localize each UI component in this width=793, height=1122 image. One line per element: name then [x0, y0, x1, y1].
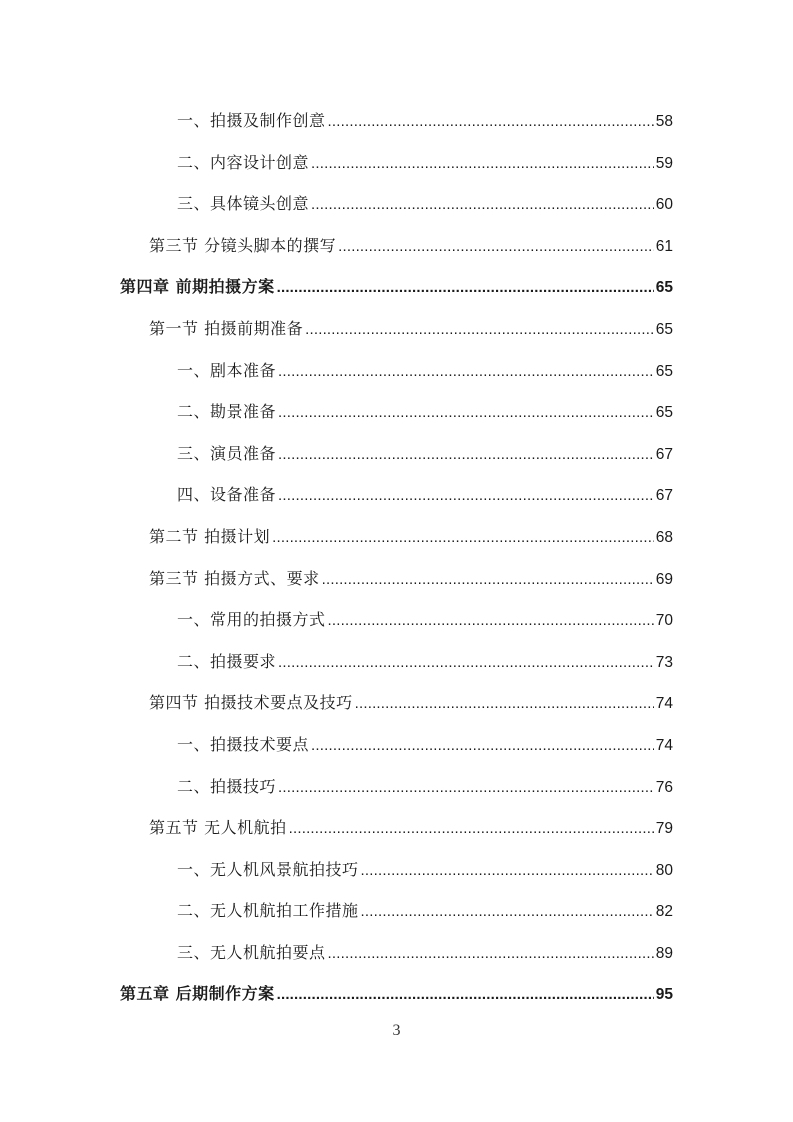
toc-label: 第二节 拍摄计划 — [149, 526, 271, 546]
toc-label: 三、演员准备 — [177, 443, 277, 463]
toc-row[interactable] — [0, 433, 793, 475]
toc-page-number: 59 — [655, 154, 673, 172]
toc-leader-dots — [277, 974, 654, 1016]
toc-leader-dots — [311, 725, 654, 767]
toc-leader-dots — [289, 808, 654, 850]
toc-label: 三、无人机航拍要点 — [177, 942, 326, 962]
toc-label: 一、剧本准备 — [177, 360, 277, 380]
toc-row[interactable] — [0, 142, 793, 184]
toc-page-number: 73 — [655, 653, 673, 671]
toc-page-number: 67 — [655, 487, 673, 505]
toc-leader-dots — [311, 184, 654, 226]
toc-label: 第一节 拍摄前期准备 — [149, 318, 304, 338]
toc-row[interactable] — [0, 724, 793, 766]
toc-page-number: 65 — [655, 404, 673, 422]
toc-leader-dots — [278, 434, 654, 476]
toc-page-number: 74 — [655, 736, 673, 754]
toc-leader-dots — [278, 392, 654, 434]
toc-label: 二、拍摄要求 — [177, 651, 277, 671]
toc-label: 第三节 拍摄方式、要求 — [149, 568, 320, 588]
toc-label: 第五节 无人机航拍 — [149, 818, 287, 838]
toc-row[interactable] — [0, 641, 793, 683]
toc-page-number: 76 — [655, 778, 673, 796]
toc-page-number: 67 — [655, 445, 673, 463]
toc-page-number: 95 — [655, 986, 673, 1004]
toc-leader-dots — [311, 143, 654, 185]
toc-leader-dots — [328, 933, 654, 975]
toc-row[interactable] — [0, 849, 793, 891]
toc-row[interactable] — [0, 599, 793, 641]
toc-label: 第三节 分镜头脚本的撰写 — [149, 235, 337, 255]
toc-label: 二、拍摄技巧 — [177, 776, 277, 796]
toc-leader-dots — [338, 226, 654, 268]
toc-row[interactable] — [0, 516, 793, 558]
toc-label: 二、无人机航拍工作措施 — [177, 901, 359, 921]
toc-row[interactable] — [0, 932, 793, 974]
toc-label: 一、常用的拍摄方式 — [177, 610, 326, 630]
toc-label: 一、拍摄技术要点 — [177, 734, 310, 754]
toc-row-chapter[interactable] — [0, 973, 793, 1015]
toc-row[interactable] — [0, 766, 793, 808]
toc-page-number: 79 — [655, 820, 673, 838]
toc-label: 一、拍摄及制作创意 — [177, 111, 326, 130]
toc-row[interactable] — [0, 350, 793, 392]
toc-leader-dots — [278, 642, 654, 684]
toc-row[interactable] — [0, 308, 793, 350]
toc-leader-dots — [272, 517, 654, 559]
toc-leader-dots — [305, 309, 654, 351]
toc-label: 第四章 前期拍摄方案 — [120, 277, 275, 297]
toc-page-number: 65 — [655, 362, 673, 380]
toc-leader-dots — [361, 891, 654, 933]
toc-row[interactable] — [0, 100, 793, 142]
toc-row[interactable] — [0, 183, 793, 225]
toc-page-number: 80 — [655, 861, 673, 879]
toc-leader-dots — [355, 683, 654, 725]
footer-page-number: 3 — [392, 1022, 401, 1039]
toc-label: 四、设备准备 — [177, 485, 277, 505]
toc-row[interactable] — [0, 558, 793, 600]
toc-page-number: 61 — [655, 237, 673, 255]
toc-row-chapter[interactable] — [0, 266, 793, 308]
toc-page-number: 82 — [655, 903, 673, 921]
toc-leader-dots — [328, 600, 654, 642]
toc-row[interactable] — [0, 391, 793, 433]
toc-leader-dots — [322, 559, 654, 601]
toc-label: 二、内容设计创意 — [177, 152, 310, 172]
toc-leader-dots — [277, 267, 654, 309]
toc-leader-dots — [361, 850, 654, 892]
toc-page-number: 65 — [655, 279, 673, 297]
table-of-contents — [0, 100, 793, 1015]
toc-row[interactable] — [0, 474, 793, 516]
toc-row[interactable] — [0, 890, 793, 932]
toc-row[interactable] — [0, 807, 793, 849]
toc-page-number: 58 — [655, 113, 673, 130]
toc-row[interactable] — [0, 682, 793, 724]
toc-page-number: 89 — [655, 944, 673, 962]
toc-leader-dots — [278, 767, 654, 809]
toc-leader-dots — [278, 351, 654, 393]
toc-label: 第四节 拍摄技术要点及技巧 — [149, 693, 353, 713]
toc-label: 二、勘景准备 — [177, 402, 277, 422]
toc-leader-dots — [278, 475, 654, 517]
toc-page-number: 74 — [655, 695, 673, 713]
toc-page-number: 69 — [655, 570, 673, 588]
toc-page-number: 60 — [655, 196, 673, 214]
toc-page-number: 70 — [655, 612, 673, 630]
toc-page-number: 65 — [655, 320, 673, 338]
toc-row[interactable] — [0, 225, 793, 267]
toc-leader-dots — [328, 101, 654, 143]
toc-label: 一、无人机风景航拍技巧 — [177, 859, 359, 879]
toc-label: 第五章 后期制作方案 — [120, 984, 275, 1004]
toc-label: 三、具体镜头创意 — [177, 194, 310, 214]
toc-page-number: 68 — [655, 528, 673, 546]
